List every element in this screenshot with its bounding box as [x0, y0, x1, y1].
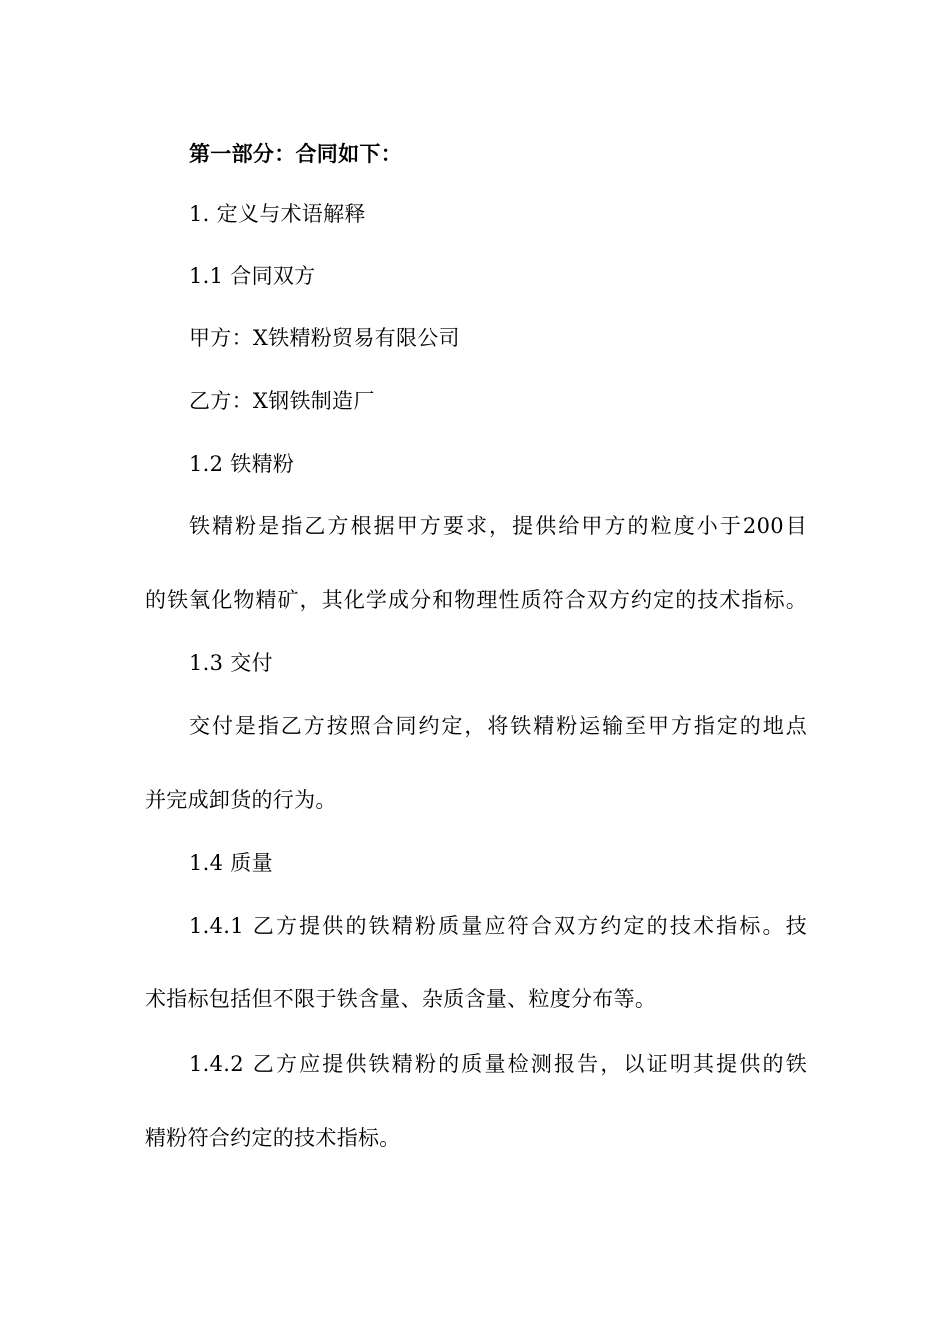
paragraph-1-4-2-line-2: 精粉符合约定的技术指标。: [145, 1126, 401, 1150]
section-1-4-title: 1.4 质量: [189, 851, 273, 875]
section-1-3-title: 1.3 交付: [189, 651, 273, 675]
paragraph-1-3-line-2: 并完成卸货的行为。: [145, 788, 337, 812]
section-1-title: 1. 定义与术语解释: [189, 202, 366, 226]
paragraph-1-4-1-line-2: 术指标包括但不限于铁含量、杂质含量、粒度分布等。: [145, 987, 657, 1011]
party-b-line: 乙方：X钢铁制造厂: [189, 389, 375, 413]
paragraph-1-2-line-2: 的铁氧化物精矿，其化学成分和物理性质符合双方约定的技术指标。: [145, 588, 807, 612]
party-a-line: 甲方：X铁精粉贸易有限公司: [189, 326, 460, 350]
paragraph-1-4-2-line-1: 1.4.2 乙方应提供铁精粉的质量检测报告，以证明其提供的铁: [189, 1052, 807, 1076]
paragraph-1-4-1-line-1: 1.4.1 乙方提供的铁精粉质量应符合双方约定的技术指标。技: [189, 914, 807, 938]
section-1-2-title: 1.2 铁精粉: [189, 452, 295, 476]
section-heading: 第一部分：合同如下：: [189, 141, 402, 166]
section-1-1-title: 1.1 合同双方: [189, 264, 316, 288]
paragraph-1-3-line-1: 交付是指乙方按照合同约定，将铁精粉运输至甲方指定的地点: [189, 714, 807, 738]
paragraph-1-2-line-1: 铁精粉是指乙方根据甲方要求，提供给甲方的粒度小于200目: [189, 514, 807, 538]
